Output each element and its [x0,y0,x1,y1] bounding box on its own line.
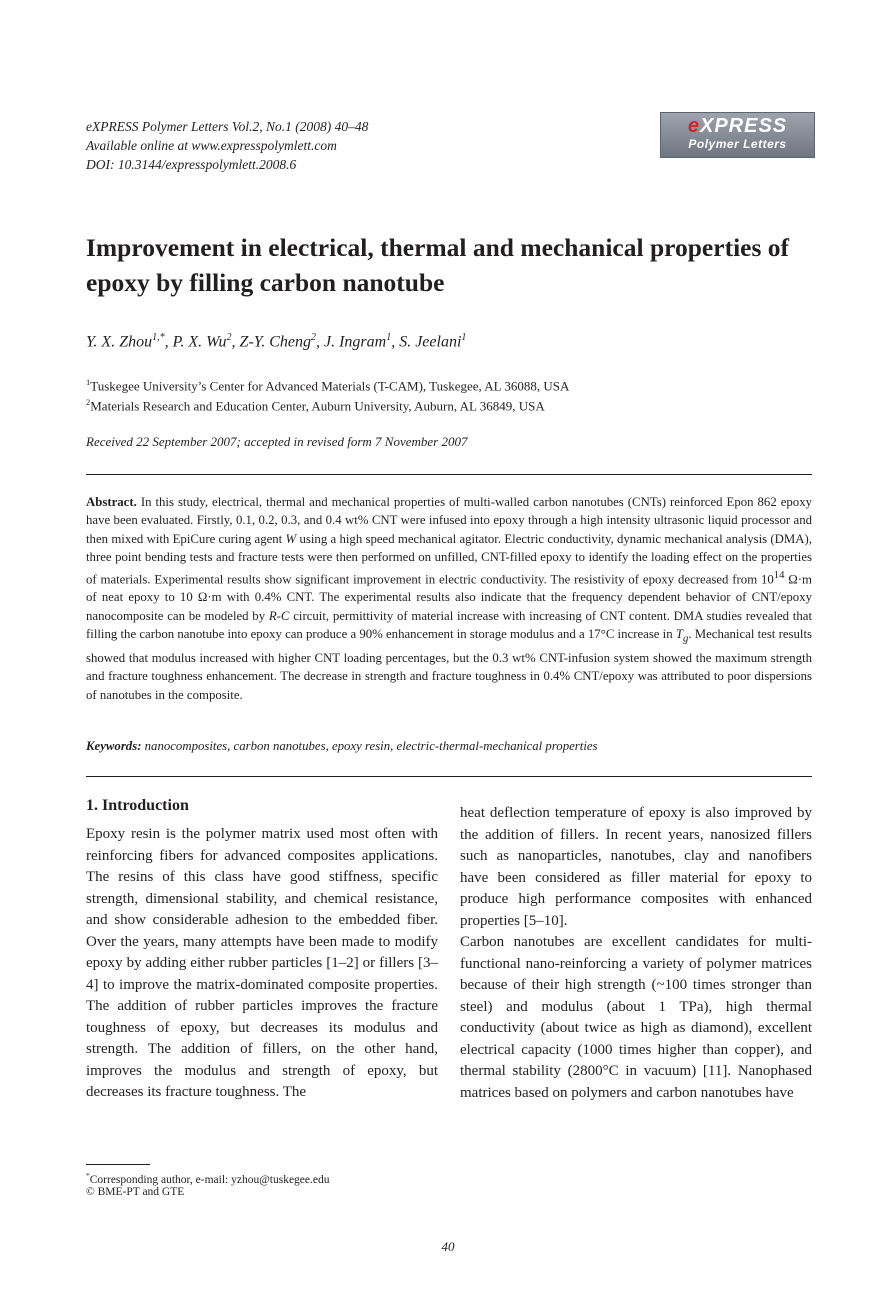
section-heading: 1. Introduction [86,797,189,814]
journal-logo [660,112,815,158]
author-name: Y. X. Zhou [86,333,153,351]
logo-wordmark: eXPRESS [687,115,788,137]
author-name: P. X. Wu [172,333,227,351]
abstract-label: Abstract. [86,495,137,509]
author-name: S. Jeelani [399,333,462,351]
divider [86,474,812,475]
divider [86,776,812,777]
body-column-left: Epoxy resin is the polymer matrix used most often with reinforcing fibers for advanced composites applications. The resins of this class have good stiffness, specific strength, dimensional stability, and chemical resistance, and show considerable adhesion to the embedded fiber. Over the years, many attempts have been made to modify epoxy by adding either rubber particles [1–2] or fillers [3–4] to improve the matrix-dominated composite properties. The addition of rubber particles improves the fracture toughness of epoxy, but decreases its modulus and strength. The addition of fillers, on the other hand, improves the modulus and strength of epoxy, but decreases its fracture toughness. The [86,826,438,1100]
received-dates: Received 22 September 2007; accepted in revised form 7 November 2007 [86,434,468,449]
author-affiliation-mark: 1 [386,332,392,343]
body-column-right [460,803,812,1104]
corresponding-author-note: *Corresponding author, e-mail: yzhou@tuskegee.edu [86,1171,330,1186]
journal-doi: DOI: 10.3144/expresspolymlett.2008.6 [86,157,297,172]
journal-citation: eXPRESS Polymer Letters Vol.2, No.1 (2008) 40–48 [86,119,369,134]
author-affiliation-mark: 1 [461,332,467,343]
paper-title: Improvement in electrical, thermal and mechanical properties of epoxy by filling carbon nanotube [86,233,790,297]
journal-availability: Available online at www.expresspolymlett.com [86,138,337,153]
affiliation: $^1$Tuskegee University’s Center for Advanced Materials (T-CAM), Tuskegee, AL 36088, USA [86,377,570,394]
paragraph: heat deflection temperature of epoxy is also improved by the addition of fillers. In recent years, nanosized fillers such as nanoparticles, nanotubes, clay and nanofibers have been considered as filler material for epoxy to produce high performance composites with enhanced properties [5–10]. [460,805,812,929]
author-affiliation-mark: 2 [226,332,232,343]
paragraph: Carbon nanotubes are excellent candidates for multi-functional nano-reinforcing a variety of polymer matrices because of their high strength (~100 times stronger than steel) and modulus (about 1 TPa), high thermal conductivity (about twice as high as diamond), excellent electrical capacity (1000 times higher than copper), and thermal stability (2800°C in vacuum) [11]. Nanophased matrices based on polymers and carbon nanotubes have [460,934,812,1101]
keywords: Keywords: nanocomposites, carbon nanotubes, epoxy resin, electric-thermal-mechanical properties [86,739,598,753]
author-name: Z-Y. Cheng [239,333,311,351]
author-list: Y. X. Zhou$^{1,*}$, P. X. Wu$^2$, Z-Y. Cheng$^2$, J. Ingram$^1$, S. Jeelani$^1$ [86,332,467,351]
abstract: Abstract. In this study, electrical, thermal and mechanical properties of multi-walled carbon nanotubes (CNTs) reinforced Epon 862 epoxy have been evaluated. Firstly, 0.1, 0.2, 0.3, and 0.4 wt% CNT were infused into epoxy through a high intensity ultrasonic liquid processor and then mixed with EpiCure curing agent W using a high speed mechanical agitator. Electric conductivity, dynamic mechanical analysis (DMA), three point bending tests and fracture tests were then performed on unfilled, CNT-filled epoxy to identify the loading effect on the properties of materials. Experimental results show significant improvement in electric conductivity. The resistivity of epoxy decreased from $10^{14}$ Ω·m of neat epoxy to 10 Ω·m with 0.4% CNT. The experimental results also indicate that the frequency dependent behavior of CNT/epoxy nanocomposite can be modeled by R-C circuit, permittivity of material increase with increasing of CNT content. DMA studies revealed that filling the carbon nanotube into epoxy can produce a 90% enhancement in storage modulus and a 17°C increase in $T_g$. Mechanical test results showed that modulus increased with higher CNT loading percentages, but the 0.3 wt% CNT-infusion system showed the maximum strength and fracture toughness enhancement. The decrease in strength and fracture toughness in 0.4% CNT/epoxy was attributed to poor dispersions of nanotubes in the composite. [86,495,813,702]
logo-subtitle: Polymer Letters [688,137,787,151]
author-affiliation-mark: 2 [310,332,316,343]
keywords-label: Keywords: [86,739,142,753]
page-number: 40 [441,1239,455,1254]
copyright-note: © BME-PT and GTE [86,1186,185,1198]
footnote-divider [86,1164,150,1165]
affiliation: $^2$Materials Research and Education Center, Auburn University, Auburn, AL 36849, USA [86,397,545,414]
author-name: J. Ingram [323,333,387,351]
author-affiliation-mark: 1,* [152,332,165,343]
